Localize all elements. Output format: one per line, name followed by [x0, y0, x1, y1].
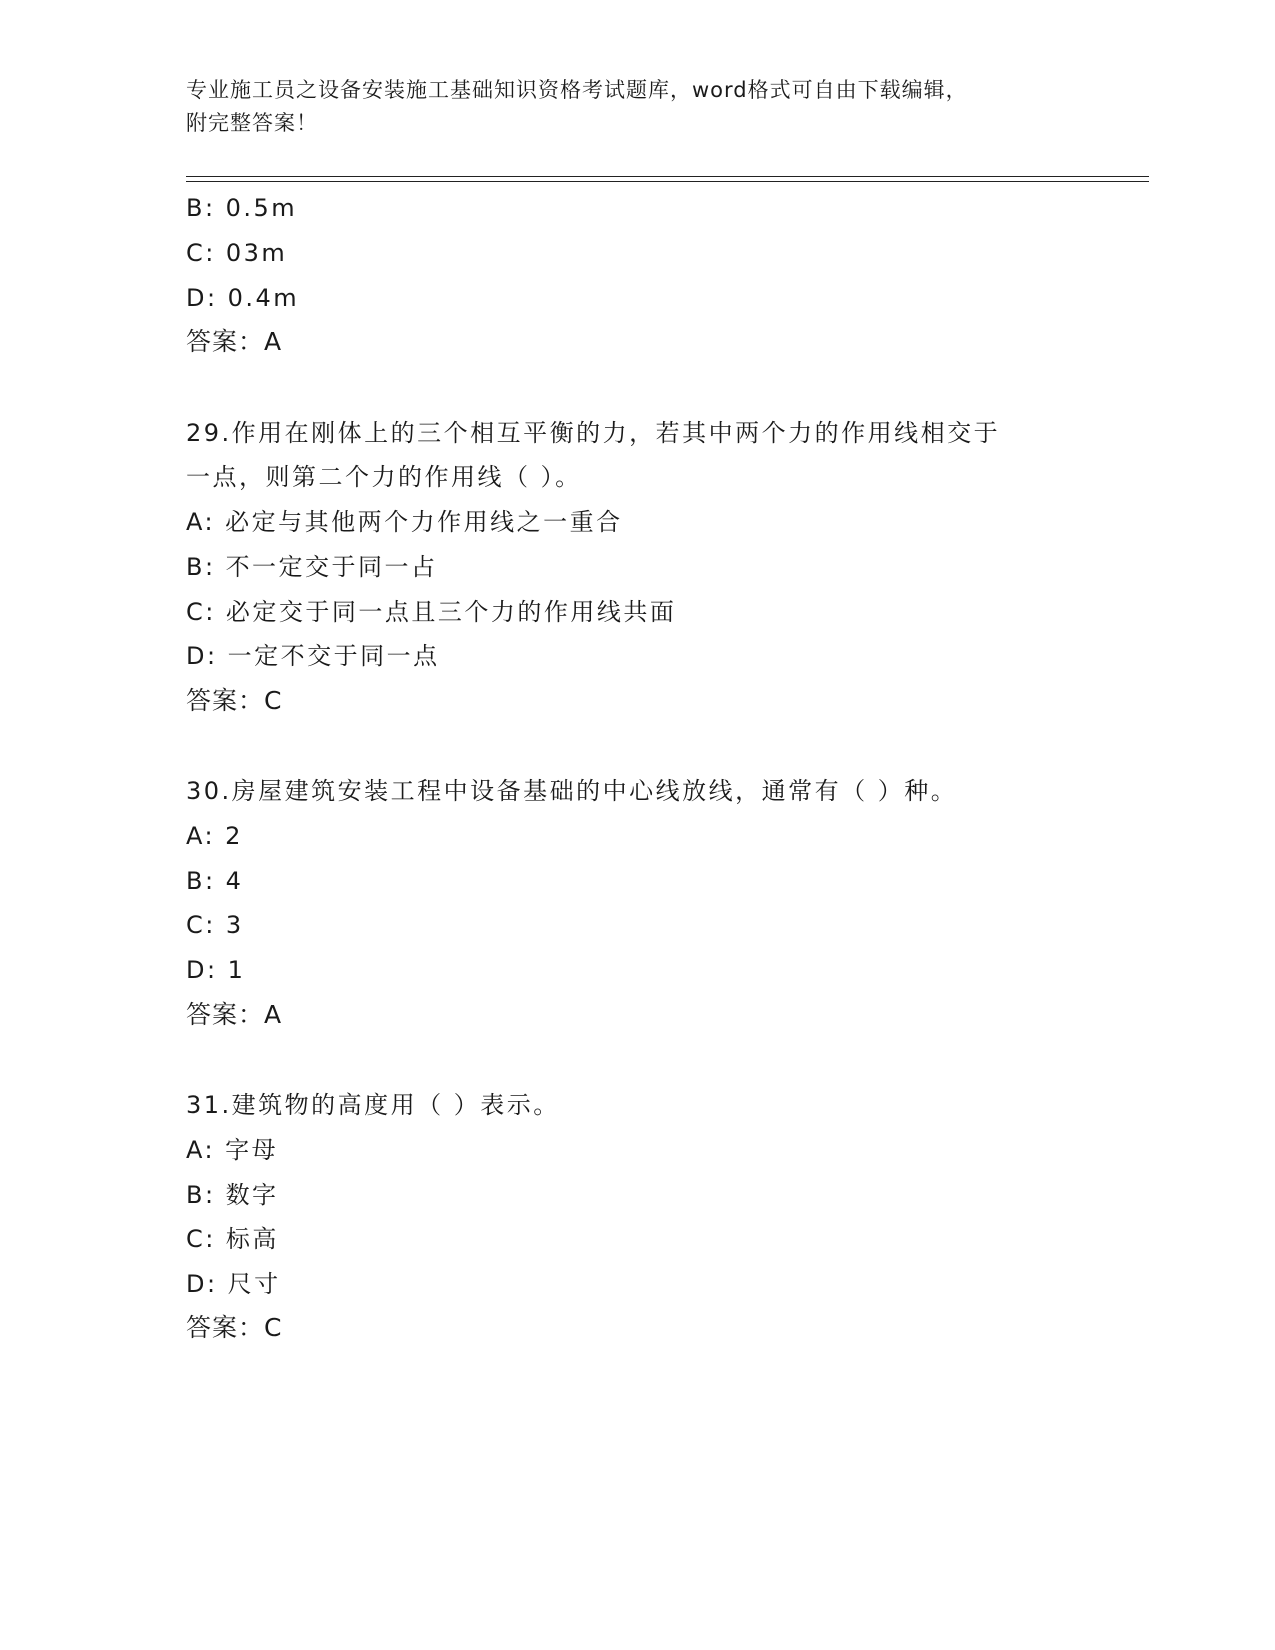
option-label: C:	[186, 598, 216, 626]
option-c	[186, 597, 676, 627]
option-b	[186, 552, 438, 582]
option-c	[186, 910, 244, 940]
answer-line: 答案：C	[186, 686, 283, 715]
option-label: C:	[186, 239, 216, 267]
option-text: 3	[225, 911, 244, 939]
option-text: 必定与其他两个力作用线之一重合	[225, 508, 623, 536]
option-label: B:	[186, 194, 216, 222]
question-29-stem-line-1: 29.作用在刚体上的三个相互平衡的力，若其中两个力的作用线相交于	[186, 419, 1001, 447]
option-text: 必定交于同一点且三个力的作用线共面	[225, 598, 677, 626]
option-text: 数字	[225, 1181, 279, 1209]
question-29-stem-line-2: 一点，则第二个力的作用线（ ）。	[186, 463, 582, 491]
option-text: 0.4m	[227, 284, 300, 312]
option-text: 2	[225, 822, 243, 850]
option-label: B:	[186, 1181, 216, 1209]
document-header	[186, 74, 1086, 140]
answer-line: 答案：C	[186, 1313, 283, 1342]
option-text: 4	[225, 867, 244, 895]
option-d	[186, 283, 299, 313]
header-divider-bottom	[186, 181, 1149, 182]
option-a	[186, 507, 623, 537]
option-c	[186, 238, 287, 268]
option-label: A:	[186, 1136, 216, 1164]
option-d	[186, 641, 440, 671]
option-b	[186, 193, 297, 223]
option-label: C:	[186, 1225, 216, 1253]
option-a	[186, 1135, 278, 1165]
option-label: B:	[186, 553, 216, 581]
option-label: A:	[186, 508, 216, 536]
answer-line: 答案：A	[186, 327, 283, 356]
option-label: B:	[186, 867, 216, 895]
option-label: D:	[186, 284, 218, 312]
option-d	[186, 1269, 281, 1299]
option-c	[186, 1224, 279, 1254]
option-b	[186, 866, 243, 896]
header-title-line-2: 附完整答案！	[186, 111, 318, 135]
header-title-line-1: 专业施工员之设备安装施工基础知识资格考试题库，word格式可自由下载编辑，	[186, 78, 968, 102]
option-label: C:	[186, 911, 216, 939]
option-label: D:	[186, 1270, 218, 1298]
option-text: 字母	[225, 1136, 279, 1164]
option-d	[186, 955, 245, 985]
option-text: 尺寸	[227, 1270, 281, 1298]
option-text: 0.5m	[225, 194, 298, 222]
question-30-stem: 30.房屋建筑安装工程中设备基础的中心线放线，通常有（ ）种。	[186, 777, 958, 805]
option-label: D:	[186, 642, 218, 670]
question-31-stem: 31.建筑物的高度用（ ）表示。	[186, 1091, 560, 1119]
option-label: A:	[186, 822, 216, 850]
option-label: D:	[186, 956, 218, 984]
header-divider-top	[186, 176, 1149, 177]
option-b	[186, 1180, 279, 1210]
option-text: 1	[227, 956, 246, 984]
answer-line: 答案：A	[186, 1000, 283, 1029]
option-a	[186, 821, 243, 851]
option-text: 03m	[225, 239, 288, 267]
option-text: 标高	[225, 1225, 279, 1253]
option-text: 一定不交于同一点	[227, 642, 440, 670]
option-text: 不一定交于同一占	[225, 553, 438, 581]
